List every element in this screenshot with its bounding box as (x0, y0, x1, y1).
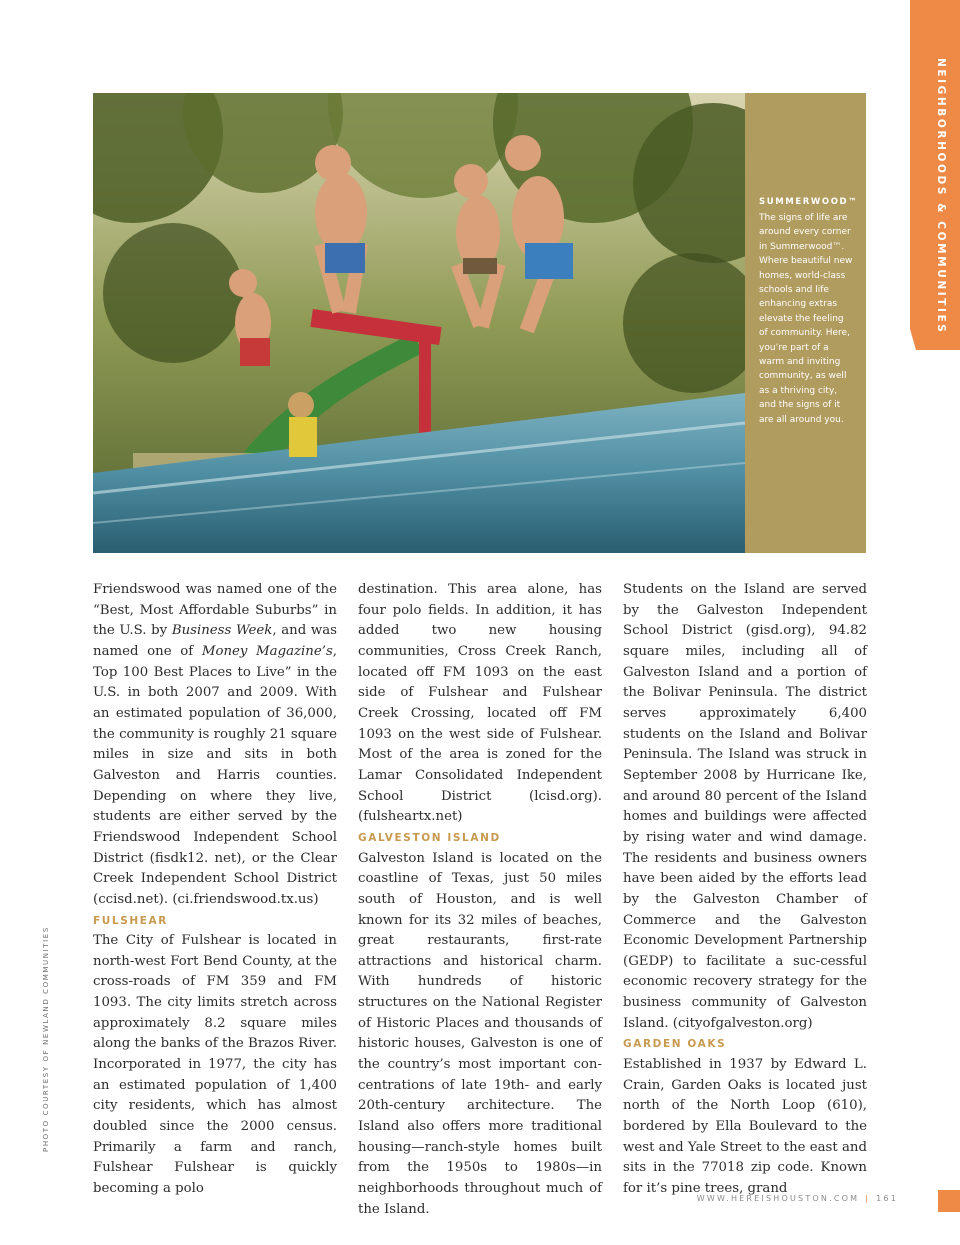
footer-separator: | (865, 1194, 871, 1203)
text-column-3 (623, 580, 867, 1200)
caption-body: The signs of life are around every corner in Summerwood™. Where beautiful new homes, world-class schools and life enhancing extras elevate the feeling of community. Here, you’re part of a warm and inviting community, as well as a thriving city, and the signs of it are all around you. (759, 213, 853, 425)
section-tab-label: NEIGHBORHOODS & COMMUNITIES (935, 58, 947, 335)
publication-name: Money Magazine’s (201, 643, 333, 659)
text-run: , and was named one of (93, 623, 337, 659)
text-column-1 (93, 580, 337, 1200)
footer-accent-block (938, 1190, 960, 1212)
text-run: , Top 100 Best Places to Live” in the U.S. in both 2007 and 2009. With an estimated population of 36,000, the community is roughly 21 square miles in size and sits in both Galveston and Harris counties. Depending on where they live, students are either served by the Friendswood Independent School District (fisdk12. net), or the Clear Creek Independent School District (ccisd.net). (ci.friendswood.tx.us) (93, 643, 338, 907)
section-heading-garden-oaks: GARDEN OAKS (623, 1038, 727, 1051)
paragraph-fulshear-cont: destination. This area alone, has four polo fields. In addition, it has added two new housing communities, Cross Creek Ranch, located off FM 1093 on the east side of Fulshear and Fulshear Creek Crossing, located off FM 1093 on the west side of Fulshear. Most of the area is zoned for the Lamar Consolidated Independent School District (lcisd.org). (fulsheartx.net) (358, 582, 602, 825)
photo-credit: PHOTO COURTESY OF NEWLAND COMMUNITIES (42, 926, 50, 1152)
pool-photo-illustration (93, 93, 745, 553)
photo-caption (745, 93, 866, 553)
paragraph-galveston-cont: Students on the Island are served by the Galveston Independent School District (gisd.org), 94.82 square miles, including all of Galveston Island and a portion of the Bolivar Peninsula. The district serves approximately 6,400 students on the Island and Bolivar Peninsula. The Island was struck in September 2008 by Hurricane Ike, and around 80 percent of the Island homes and buildings were affected by rising water and wind damage. The residents and business owners have been aided by the efforts lead by the Galveston Chamber of Commerce and the Galveston Economic Development Partnership (GEDP) to facilitate a suc-cessful economic recovery strategy for the business community of Galveston Island. (cityofgalveston.org) (623, 582, 867, 1031)
paragraph-galveston: Galveston Island is located on the coastline of Texas, just 50 miles south of Houston, and is well known for its 32 miles of beaches, great restaurants, first-rate attractions and historical charm. With hundreds of historic structures on the National Register of Historic Places and thousands of historic houses, Galveston is one of the country’s most important con-centrations of late 19th- and early 20th-century architecture. The Island also offers more traditional housing—ranch-style homes built from the 1950s to 1980s—in neighborhoods throughout much of the Island. (358, 850, 602, 1217)
paragraph-garden-oaks: Established in 1937 by Edward L. Crain, Garden Oaks is located just north of the North Loop (610), bordered by Ella Boulevard to the west and Yale Street to the east and sits in the 77018 zip code. Known for it’s pine trees, grand (623, 1057, 867, 1197)
paragraph-friendswood (93, 580, 337, 911)
page-number: 161 (876, 1194, 898, 1203)
section-heading-fulshear: FULSHEAR (93, 914, 168, 927)
text-column-2 (358, 580, 602, 1220)
paragraph-fulshear: The City of Fulshear is located in north-west Fort Bend County, at the cross-roads of FM 359 and FM 1093. The city limits stretch across approximately 8.2 square miles along the banks of the Brazos River. Incorporated in 1977, the city has an estimated population of 1,400 city residents, which has almost doubled since the 2000 census. Primarily a farm and ranch, Fulshear Fulshear is quickly becoming a polo (93, 933, 337, 1197)
section-heading-galveston: GALVESTON ISLAND (358, 831, 501, 844)
text-run: Friendswood was named one of the “Best, Most Affordable Suburbs” in the U.S. by (93, 582, 337, 639)
publication-name: Business Week (171, 623, 273, 639)
hero-photo (93, 93, 745, 553)
caption-title: SUMMERWOOD™ (759, 197, 859, 207)
page-footer (697, 1194, 898, 1203)
footer-url[interactable]: WWW.HEREISHOUSTON.COM (696, 1194, 860, 1203)
